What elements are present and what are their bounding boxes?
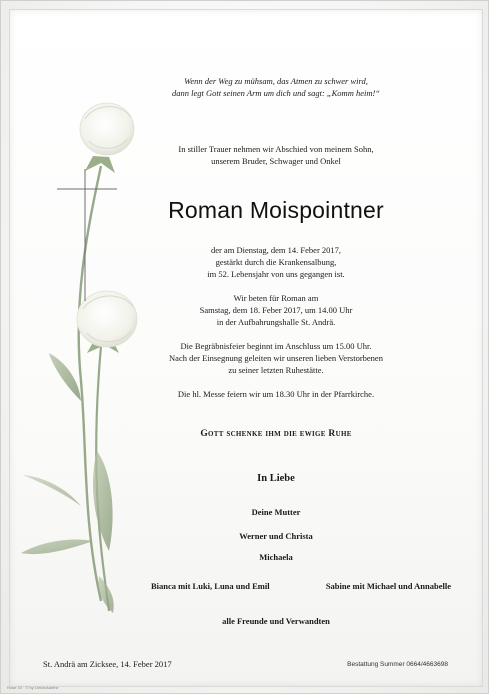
motto	[141, 429, 411, 439]
prayer-line-1: Wir beten für Roman am	[233, 293, 319, 303]
death-notice-line-3: im 52. Lebensjahr von uns gegangen ist.	[207, 269, 345, 279]
place-date: St. Andrä am Zicksee, 14. Feber 2017	[43, 659, 172, 669]
motto-text: Gott schenke ihm die ewige Ruhe	[200, 429, 352, 439]
mourner-mother: Deine Mutter	[251, 507, 301, 517]
in-liebe-heading: In Liebe	[257, 473, 295, 484]
quote-line-1: Wenn der Weg zu mühsam, das Atmen zu schwer wird,	[184, 76, 368, 86]
mourner-sabine: Sabine mit Michael und Annabelle	[325, 581, 451, 591]
death-notice-line-1: der am Dienstag, dem 14. Feber 2017,	[210, 245, 342, 255]
mourner-friends: alle Freunde und Verwandten	[222, 616, 330, 626]
quote-line-2: dann legt Gott seinen Arm um dich und sagt: „Komm heim!“	[171, 88, 381, 98]
undertaker: Bestattung Summer 0664/4663698	[347, 661, 448, 668]
prayer-line-2: Samstag, dem 18. Feber 2017, um 14.00 Uhr	[199, 305, 353, 315]
funeral-info	[141, 340, 411, 376]
funeral-line-2: Nach der Einsegnung geleiten wir unseren lieben Verstorbenen	[169, 353, 383, 363]
funeral-line-3: zu seiner letzten Ruhestätte.	[228, 365, 324, 375]
mourner-families	[151, 581, 451, 591]
death-notice-line-2: gestärkt durch die Krankensalbung,	[215, 257, 337, 267]
death-notice	[141, 244, 411, 280]
obituary-text	[141, 75, 411, 563]
mourner-michaela: Michaela	[259, 552, 293, 562]
prayer-info	[141, 292, 411, 328]
mass-info: Die hl. Messe feiern wir um 18.30 Uhr in der Pfarrkirche.	[177, 389, 375, 399]
funeral-line-1: Die Begräbnisfeier beginnt im Anschluss um 15.00 Uhr.	[180, 341, 372, 351]
intro-line-1: In stiller Trauer nehmen wir Abschied von meinem Sohn,	[178, 144, 374, 154]
template-note: Rose 10 · © by Ulrich/Aaelhe	[7, 685, 59, 690]
deceased-name: Roman Moispointner	[168, 197, 384, 223]
mourner-bianca: Bianca mit Luki, Luna und Emil	[151, 581, 270, 591]
prayer-line-3: in der Aufbahrungshalle St. Andrä.	[216, 317, 336, 327]
intro-line-2: unserem Bruder, Schwager und Onkel	[211, 156, 341, 166]
quote	[141, 75, 411, 99]
intro	[141, 143, 411, 167]
mourner-couple: Werner und Christa	[239, 531, 313, 541]
